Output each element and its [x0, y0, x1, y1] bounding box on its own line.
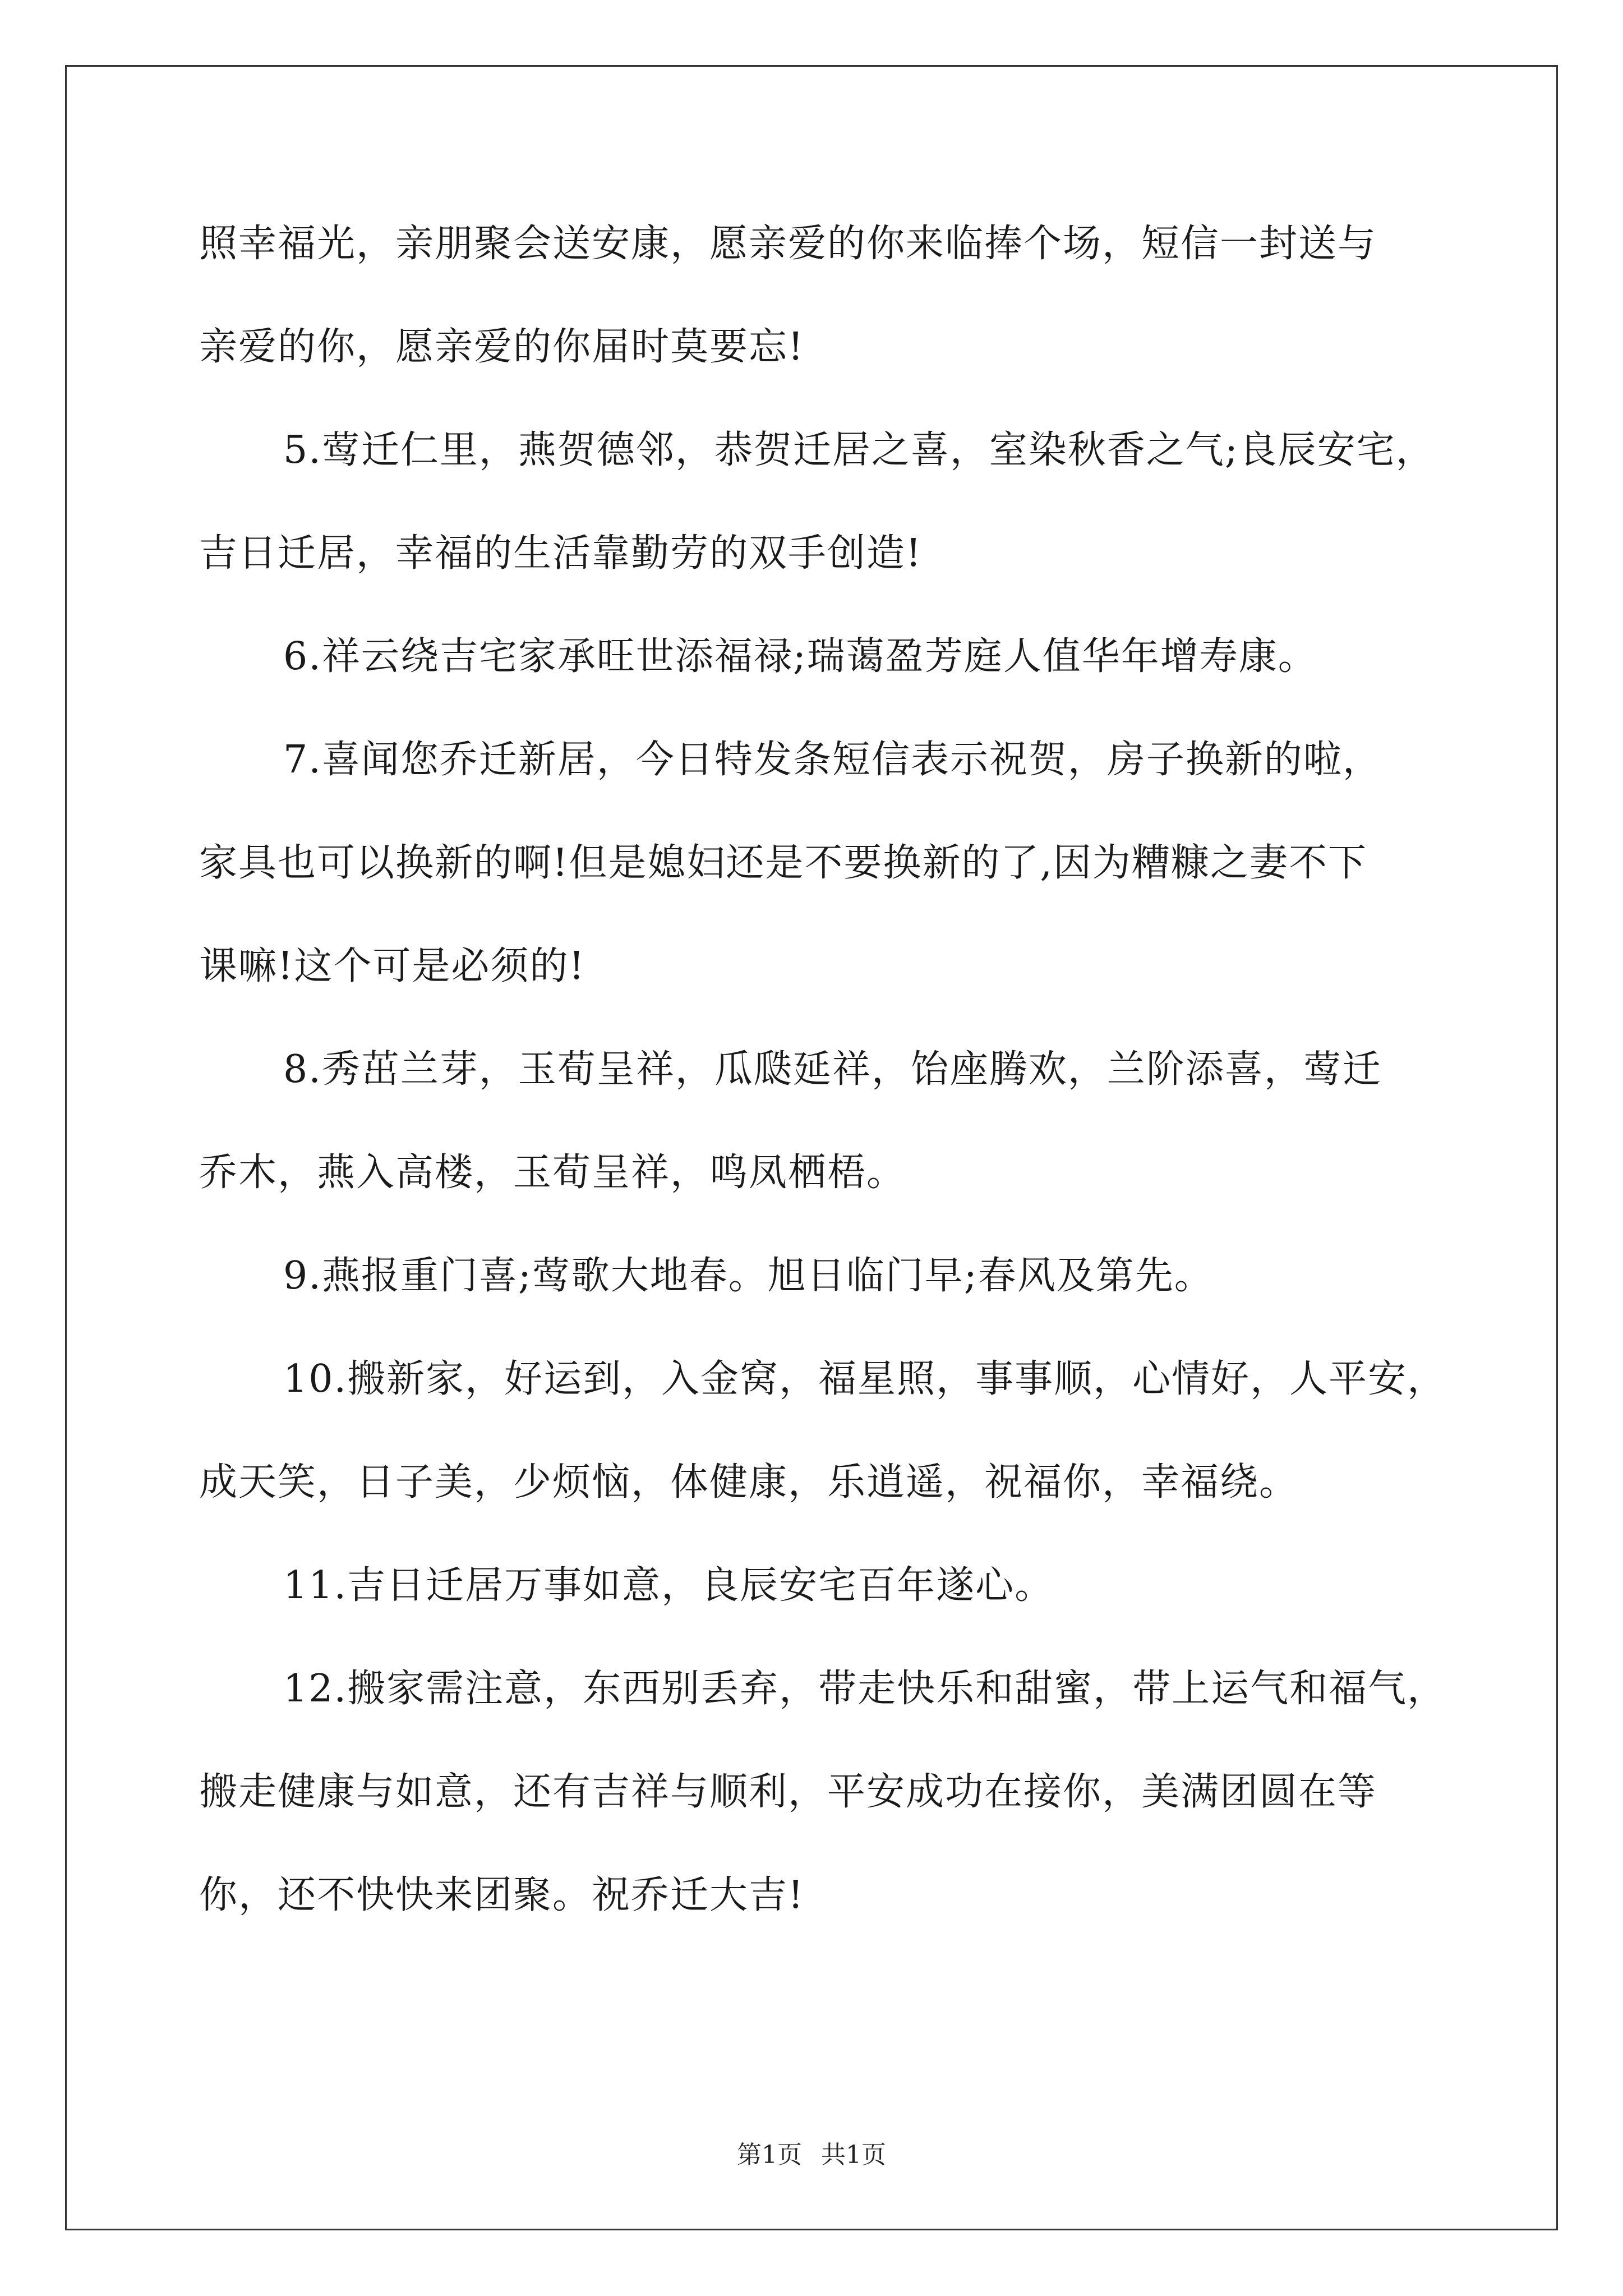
paragraph: [199, 1248, 1444, 1351]
text-line: 6.祥云绕吉宅家承旺世添福禄;瑞蔼盈芳庭人值华年增寿康。: [283, 634, 1317, 679]
text-line: 7.喜闻您乔迁新居，今日特发条短信表示祝贺，房子换新的啦，: [283, 738, 1382, 782]
page-footer: [0, 2134, 1623, 2170]
text-line: 吉日迁居，幸福的生活靠勤劳的双手创造!: [199, 531, 923, 576]
paragraph: [199, 216, 1444, 422]
text-line: 成天笑，日子美，少烦恼，体健康，乐逍遥，祝福你，幸福绕。: [199, 1460, 1299, 1504]
text-line: 8.秀茁兰芽，玉荀呈祥，瓜瓞延祥，饴座腾欢，兰阶添喜，莺迁: [283, 1047, 1382, 1092]
paragraph: [199, 1042, 1444, 1248]
text-line: 10.搬新家，好运到，入金窝，福星照，事事顺，心情好，人平安，: [283, 1357, 1447, 1401]
text-line: 亲爱的你，愿亲爱的你届时莫要忘!: [199, 325, 805, 369]
text-line: 家具也可以换新的啊!但是媳妇还是不要换新的了,因为糟糠之妻不下: [199, 841, 1367, 885]
paragraph: [199, 1661, 1447, 1971]
paragraph: [199, 732, 1444, 1042]
text-line: 12.搬家需注意，东西别丢弃，带走快乐和甜蜜，带上运气和福气，: [283, 1667, 1447, 1711]
text-line: 5.莺迁仁里，燕贺德邻，恭贺迁居之喜，室染秋香之气;良辰安宅，: [283, 428, 1435, 472]
text-line: 乔木，燕入高楼，玉荀呈祥，鸣凤栖梧。: [199, 1151, 906, 1195]
page-number: 第1页: [737, 2141, 802, 2169]
paragraph: [199, 1558, 1444, 1661]
document-body: [199, 216, 1447, 1971]
text-line: 照幸福光，亲朋聚会送安康，愿亲爱的你来临捧个场，短信一封送与: [199, 222, 1377, 266]
text-line: 11.吉日迁居万事如意，良辰安宅百年遂心。: [283, 1563, 1054, 1608]
paragraph: [199, 1351, 1447, 1558]
text-line: 你，还不快快来团聚。祝乔迁大吉!: [199, 1873, 805, 1917]
paragraph: [199, 629, 1444, 732]
text-line: 9.燕报重门喜;莺歌大地春。旭日临门早;春风及第先。: [283, 1254, 1214, 1298]
paragraph: [199, 422, 1444, 629]
text-line: 课嘛!这个可是必须的!: [199, 944, 585, 988]
text-line: 搬走健康与如意，还有吉祥与顺利，平安成功在接你，美满团圆在等: [199, 1770, 1377, 1814]
page-total: 共1页: [821, 2141, 886, 2169]
